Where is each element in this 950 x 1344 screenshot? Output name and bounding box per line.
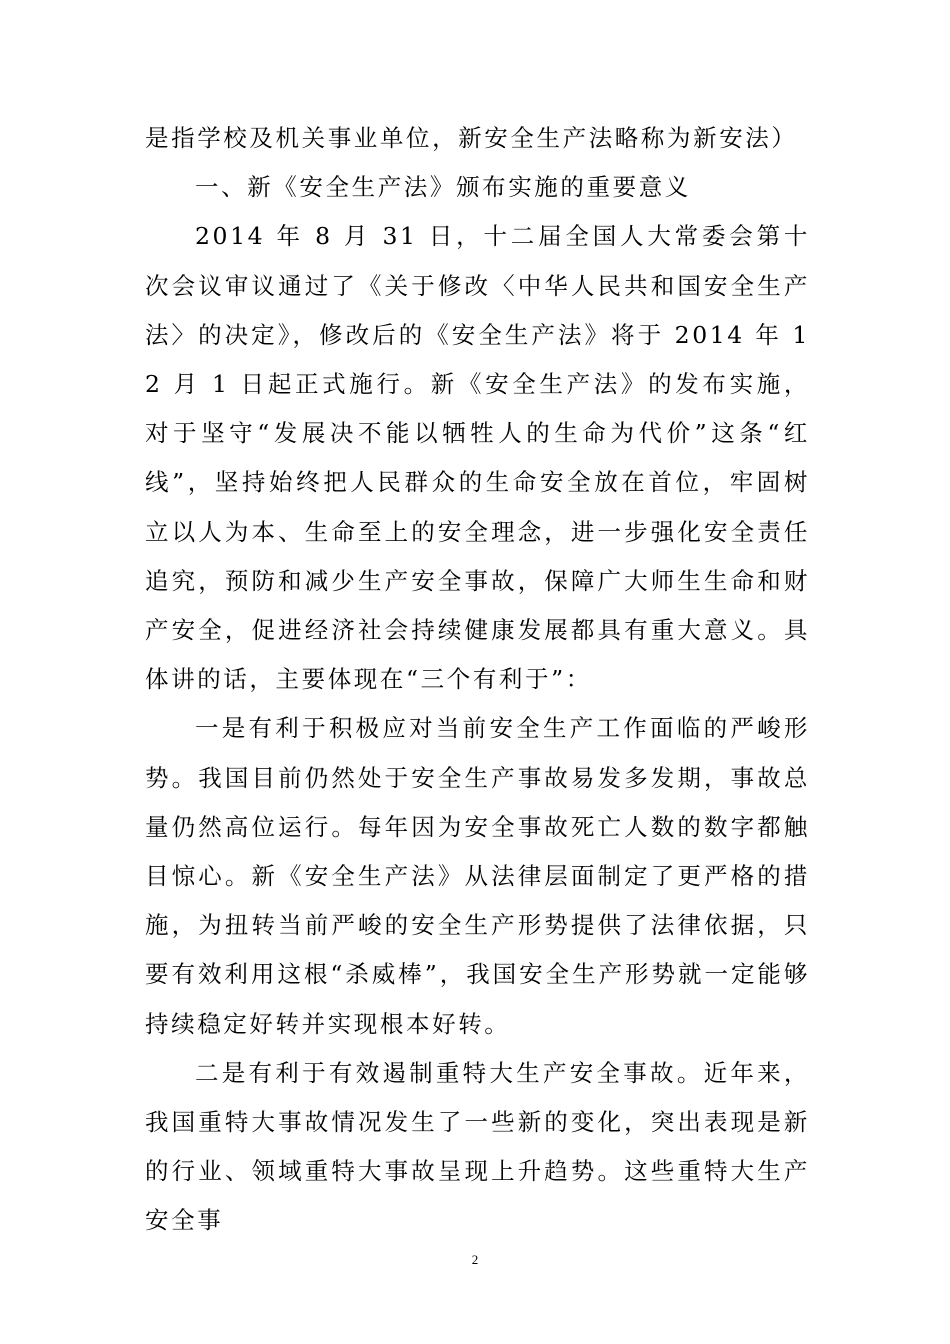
paragraph-point-two: 二是有利于有效遏制重特大生产安全事故。近年来，我国重特大事故情况发生了一些新的变化，突出表现是新的行业、领域重特大事故呈现上升趋势。这些重特大生产安全事 xyxy=(145,1058,810,1235)
paragraph-point-one: 一是有利于积极应对当前安全生产工作面临的严峻形势。我国目前仍然处于安全生产事故易发多发期，事故总量仍然高位运行。每年因为安全事故死亡人数的数字都触目惊心。新《安全生产法》从法律层面制定了更严格的措施，为扭转当前严峻的安全生产形势提供了法律依据，只要有效利用这根“杀威棒”，我国安全生产形势就一定能够持续稳定好转并实现根本好转。 xyxy=(145,714,810,1038)
paragraph-significance: 2014 年 8 月 31 日，十二届全国人大常委会第十次会议审议通过了《关于修改〈中华人民共和国安全生产法〉的决定》，修改后的《安全生产法》将于 2014 年 12 月 1 日起正式施行。新《安全生产法》的发布实施，对于坚守“发展决不能以牺牲人的生命为代价”这条“红线”，坚持始终把人民群众的生命安全放在首位，牢固树立以人为本、生命至上的安全理念，进一步强化安全责任追究，预防和减少生产安全事故，保障广大师生生命和财产安全，促进经济社会持续健康发展都具有重大意义。具体讲的话，主要体现在“三个有利于”： xyxy=(145,222,810,694)
paragraph-continuation: 是指学校及机关事业单位，新安全生产法略称为新安法） xyxy=(145,124,798,152)
document-body xyxy=(145,114,810,1246)
page-number: 2 xyxy=(471,1252,479,1267)
section-heading: 一、新《安全生产法》颁布实施的重要意义 xyxy=(195,173,691,202)
